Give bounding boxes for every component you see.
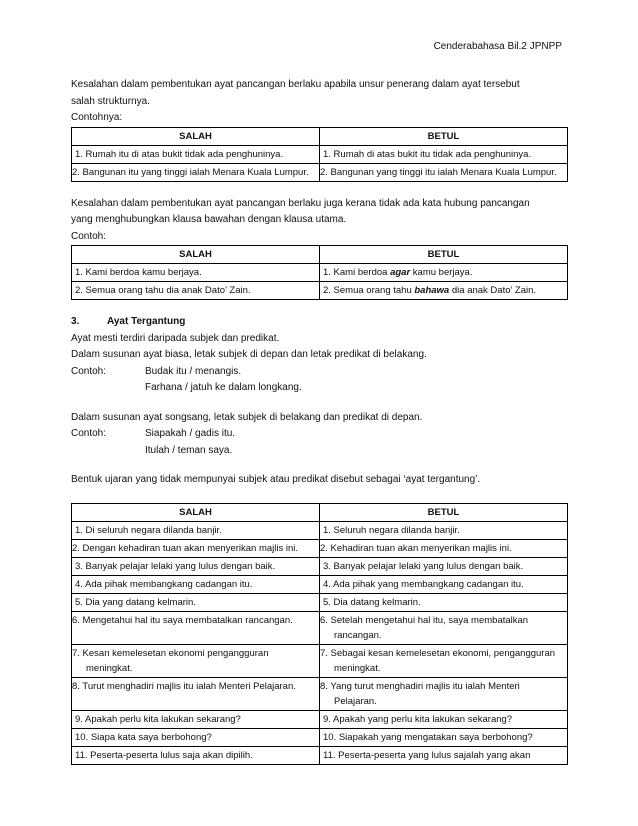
cell-salah: 2. Semua orang tahu dia anak Dato’ Zain. [72, 282, 320, 300]
cell-salah: 2. Bangunan itu yang tinggi ialah Menara Kuala Lumpur. [72, 163, 320, 181]
cell-salah: 1. Di seluruh negara dilanda banjir. [72, 521, 320, 539]
cell-betul: 4. Ada pihak yang membangkang cadangan itu. [320, 575, 568, 593]
cell-salah: 3. Banyak pelajar lelaki yang lulus dengan baik. [72, 557, 320, 575]
document-body [71, 77, 568, 765]
section1-table [71, 127, 568, 182]
cell-betul: 1. Kami berdoa agar kamu berjaya. [320, 264, 568, 282]
table-header-row [72, 127, 568, 145]
cell-betul: 11. Peserta-peserta yang lulus sajalah yang akan [320, 746, 568, 764]
table-row [72, 593, 568, 611]
cell-betul: 1. Rumah di atas bukit itu tidak ada penghuninya. [320, 145, 568, 163]
cell-salah: 6. Mengetahui hal itu saya membatalkan rancangan. [72, 611, 320, 644]
cell-betul: 7. Sebagai kesan kemelesetan ekonomi, pengangguran meningkat. [320, 644, 568, 677]
section2-table [71, 245, 568, 300]
table-header-row [72, 246, 568, 264]
table-row [72, 282, 568, 300]
cell-salah: 9. Apakah perlu kita lakukan sekarang? [72, 710, 320, 728]
column-header-salah: SALAH [72, 503, 320, 521]
table-row [72, 264, 568, 282]
cell-salah: 4. Ada pihak membangkang cadangan itu. [72, 575, 320, 593]
section3-table [71, 503, 568, 765]
section3-title: Ayat Tergantung [107, 316, 186, 327]
section1-intro-line2: salah strukturnya. [71, 95, 150, 107]
cell-betul: 2. Kehadiran tuan akan menyerikan majlis ini. [320, 539, 568, 557]
section3-line1: Ayat mesti terdiri daripada subjek dan predikat. [71, 332, 280, 344]
emphasized-conjunction: bahawa [414, 285, 450, 296]
table-row [72, 521, 568, 539]
table-row [72, 677, 568, 710]
cell-salah: 10. Siapa kata saya berbohong? [72, 728, 320, 746]
table-row [72, 746, 568, 764]
cell-betul: 2. Bangunan yang tinggi itu ialah Menara Kuala Lumpur. [320, 163, 568, 181]
section3-line4: Bentuk ujaran yang tidak mempunyai subjek atau predikat disebut sebagai ‘ayat tergantung’. [71, 474, 481, 485]
example-label: Contoh: [71, 365, 107, 377]
table-row [72, 145, 568, 163]
cell-salah: 11. Peserta-peserta lulus saja akan dipilih. [72, 746, 320, 764]
table-header-row [72, 503, 568, 521]
cell-betul: 3. Banyak pelajar lelaki yang lulus dengan baik. [320, 557, 568, 575]
cell-betul: 8. Yang turut menghadiri majlis itu ialah Menteri Pelajaran. [320, 677, 568, 710]
table-row [72, 557, 568, 575]
section3-line2: Dalam susunan ayat biasa, letak subjek di depan dan letak predikat di belakang. [71, 349, 427, 360]
cell-salah: 2. Dengan kehadiran tuan akan menyerikan majlis ini. [72, 539, 320, 557]
example-sentence: Farhana / jatuh ke dalam longkang. [145, 382, 302, 393]
cell-salah: 1. Kami berdoa kamu berjaya. [72, 264, 320, 282]
table-row [72, 575, 568, 593]
section3-line3: Dalam susunan ayat songsang, letak subjek di belakang dan predikat di depan. [71, 411, 423, 423]
column-header-salah: SALAH [72, 127, 320, 145]
table-row [72, 728, 568, 746]
page-header: Cenderabahasa Bil.2 JPNPP [433, 41, 562, 52]
example-label: Contoh: [71, 428, 107, 439]
table-row [72, 539, 568, 557]
example-line [71, 426, 568, 443]
column-header-salah: SALAH [72, 246, 320, 264]
cell-salah: 8. Turut menghadiri majlis itu ialah Menteri Pelajaran. [72, 677, 320, 710]
table-row [72, 644, 568, 677]
example-sentence: Itulah / teman saya. [145, 444, 233, 456]
section3-heading [71, 314, 568, 331]
cell-salah: 1. Rumah itu di atas bukit tidak ada penghuninya. [72, 145, 320, 163]
example-sentence: Siapakah / gadis itu. [145, 428, 236, 439]
cell-betul: 6. Setelah mengetahui hal itu, saya membatalkan rancangan. [320, 611, 568, 644]
section1-example-label: Contohnya: [71, 112, 123, 123]
cell-betul: 9. Apakah yang perlu kita lakukan sekarang? [320, 710, 568, 728]
column-header-betul: BETUL [320, 127, 568, 145]
cell-betul: 1. Seluruh negara dilanda banjir. [320, 521, 568, 539]
table-row [72, 163, 568, 181]
table-row [72, 710, 568, 728]
table-row [72, 611, 568, 644]
example-line [71, 364, 568, 381]
section2-intro-line1: Kesalahan dalam pembentukan ayat pancangan berlaku juga kerana tidak ada kata hubung pancangan [71, 197, 530, 209]
cell-betul: 5. Dia datang kelmarin. [320, 593, 568, 611]
emphasized-conjunction: agar [390, 267, 411, 278]
cell-betul: 2. Semua orang tahu bahawa dia anak Dato’ Zain. [320, 282, 568, 300]
section3-number: 3. [71, 316, 80, 327]
section2-example-label: Contoh: [71, 230, 107, 242]
section1-intro-line1: Kesalahan dalam pembentukan ayat pancangan berlaku apabila unsur penerang dalam ayat tersebut [71, 79, 520, 90]
cell-salah: 5. Dia yang datang kelmarin. [72, 593, 320, 611]
column-header-betul: BETUL [320, 503, 568, 521]
section2-intro-line2: yang menghubungkan klausa bawahan dengan klausa utama. [71, 214, 347, 225]
cell-salah: 7. Kesan kemelesetan ekonomi pengangguran meningkat. [72, 644, 320, 677]
column-header-betul: BETUL [320, 246, 568, 264]
cell-betul: 10. Siapakah yang mengatakan saya berbohong? [320, 728, 568, 746]
example-sentence: Budak itu / menangis. [145, 365, 242, 377]
